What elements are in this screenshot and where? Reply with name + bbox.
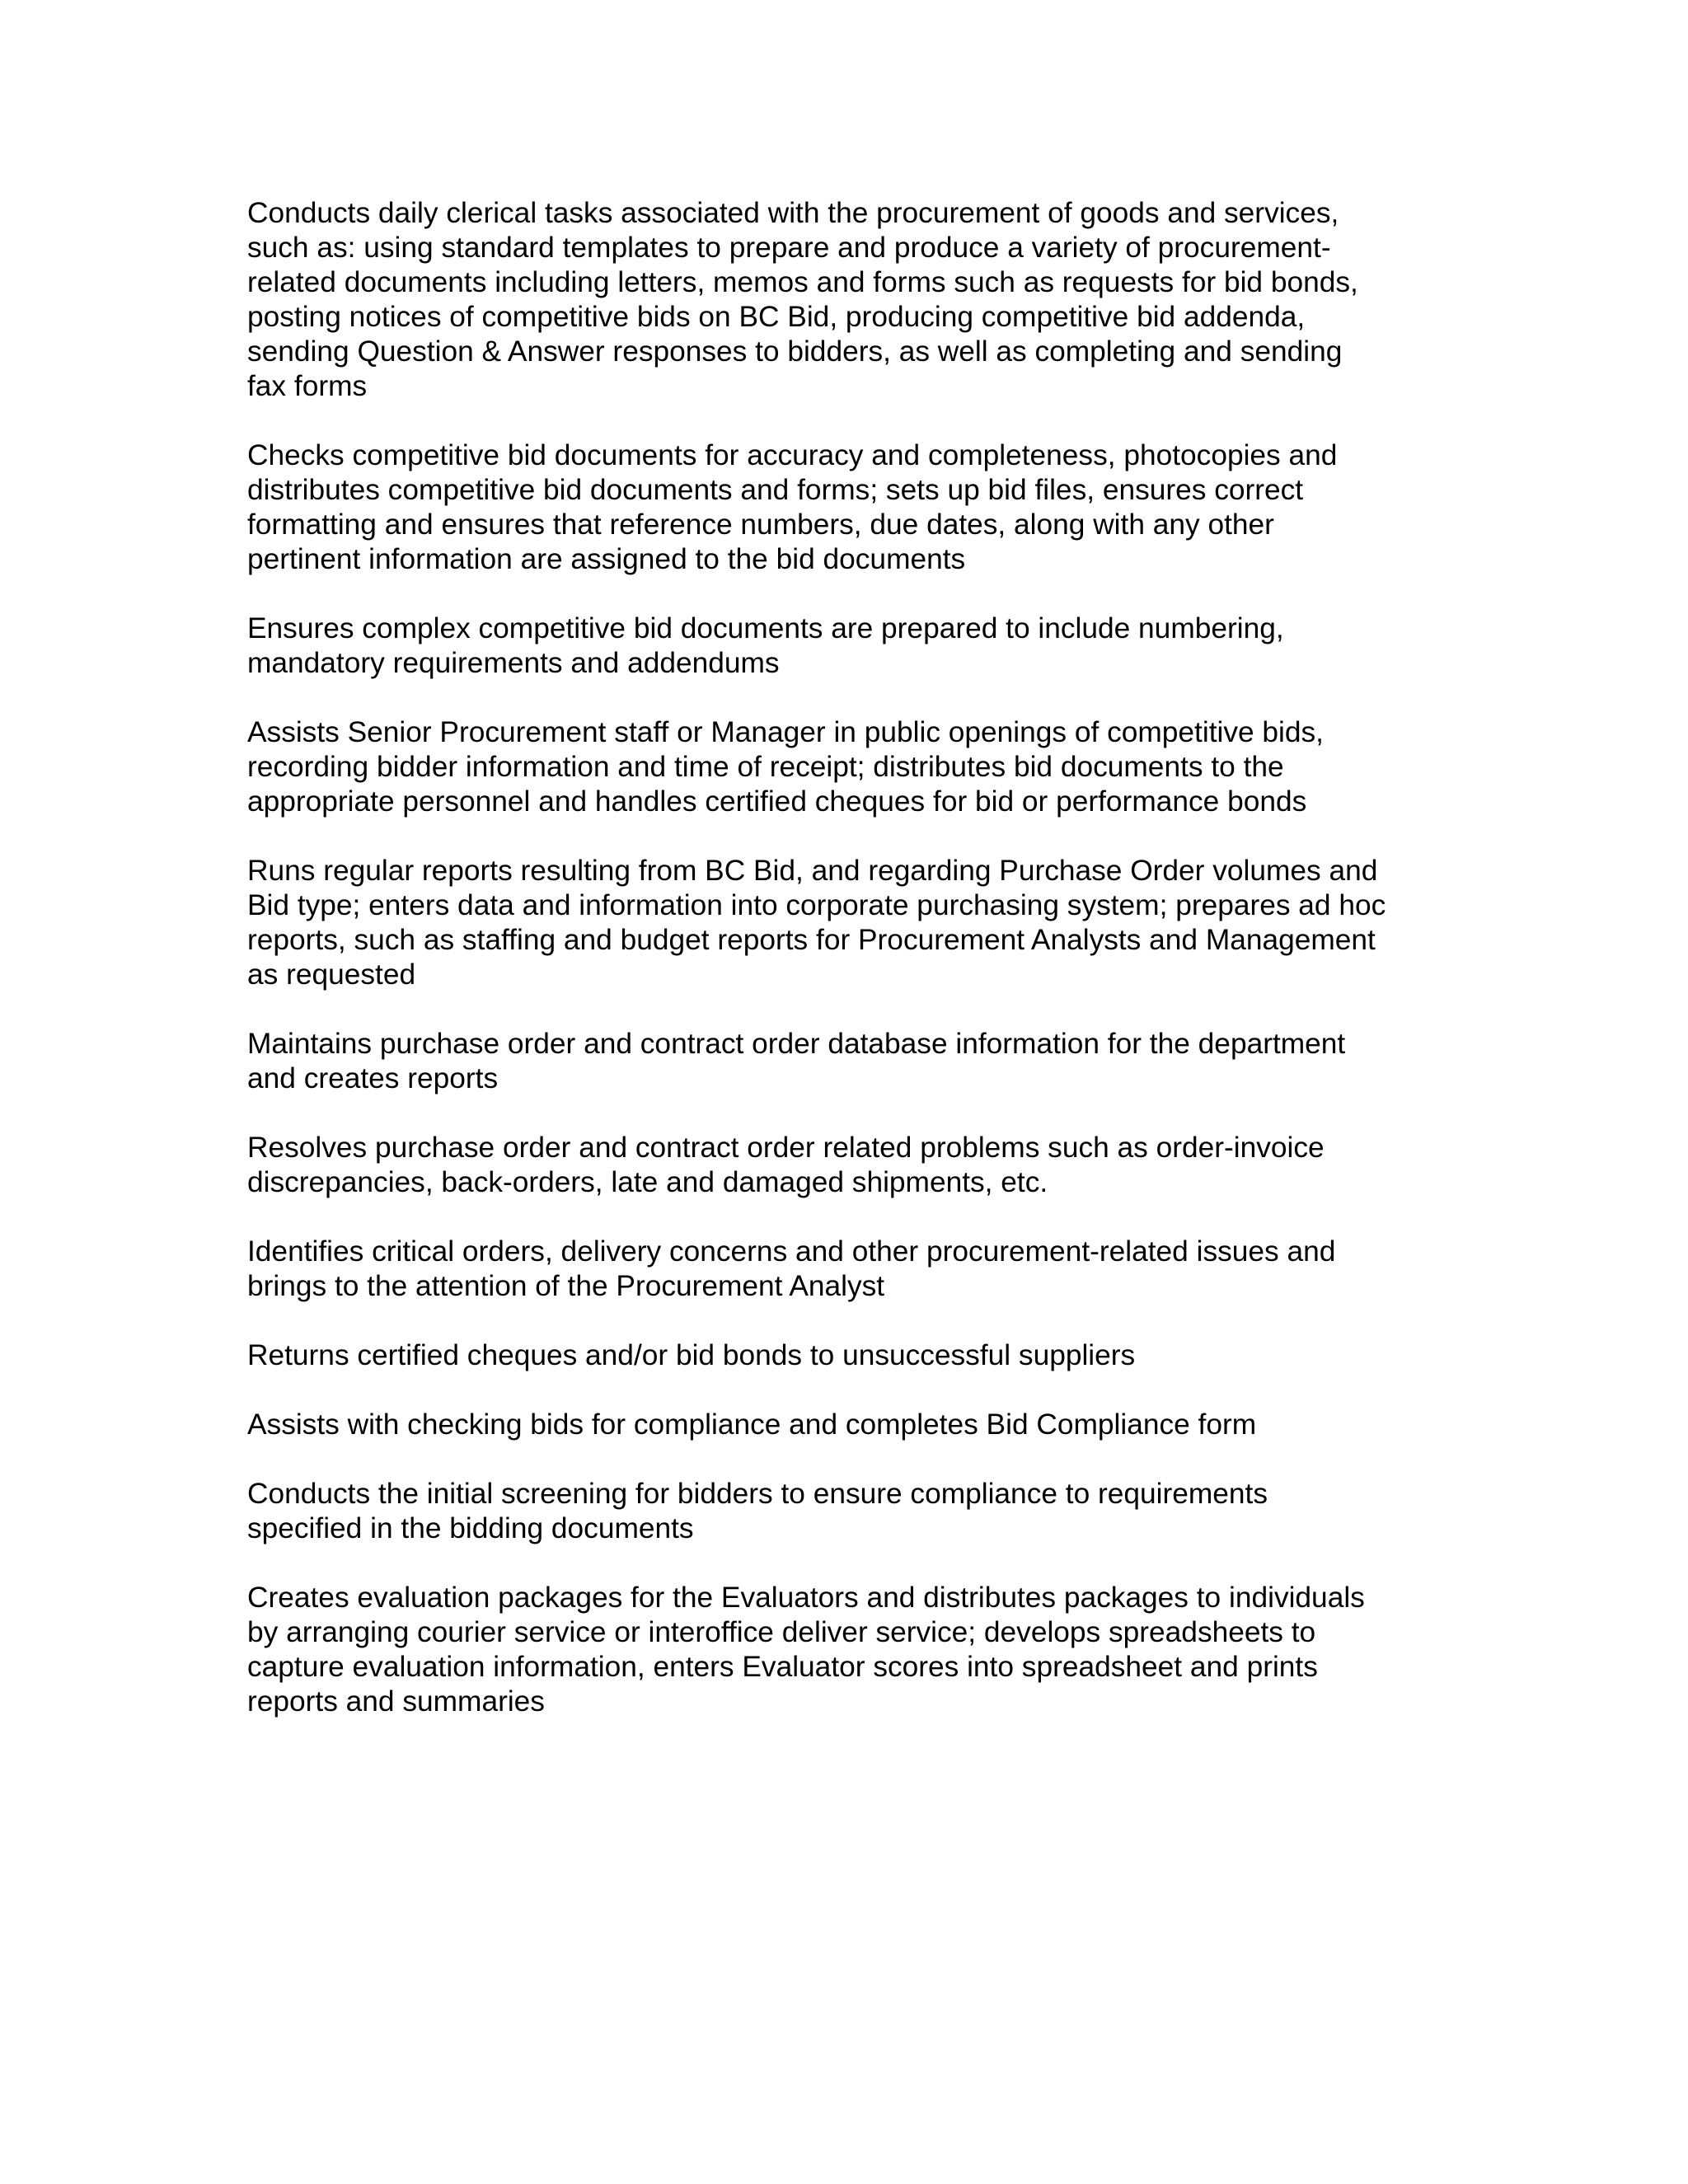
- paragraph: [247, 1338, 1451, 1373]
- text-line: Conducts the initial screening for bidders to ensure compliance to requirements: [247, 1478, 1268, 1510]
- document-body: [247, 196, 1451, 1719]
- text-line: distributes competitive bid documents and forms; sets up bid files, ensures correct: [247, 474, 1304, 506]
- paragraph: [247, 1131, 1451, 1200]
- paragraph: [247, 715, 1451, 819]
- paragraph: [247, 1235, 1451, 1304]
- paragraph: [247, 612, 1451, 681]
- text-line: as requested: [247, 958, 416, 991]
- text-line: brings to the attention of the Procurement Analyst: [247, 1270, 885, 1302]
- text-line: Creates evaluation packages for the Evaluators and distributes packages to individuals: [247, 1582, 1365, 1614]
- text-line: Returns certified cheques and/or bid bonds to unsuccessful suppliers: [247, 1339, 1136, 1371]
- text-line: related documents including letters, memos and forms such as requests for bid bonds,: [247, 266, 1358, 298]
- text-line: capture evaluation information, enters Evaluator scores into spreadsheet and prints: [247, 1651, 1318, 1683]
- text-line: sending Question & Answer responses to bidders, as well as completing and sending: [247, 335, 1343, 368]
- text-line: Bid type; enters data and information into corporate purchasing system; prepares ad hoc: [247, 889, 1386, 921]
- text-line: recording bidder information and time of receipt; distributes bid documents to the: [247, 751, 1284, 783]
- text-line: posting notices of competitive bids on BC Bid, producing competitive bid addenda,: [247, 301, 1306, 333]
- text-line: formatting and ensures that reference numbers, due dates, along with any other: [247, 509, 1274, 541]
- text-line: pertinent information are assigned to the bid documents: [247, 543, 966, 575]
- text-line: Resolves purchase order and contract order related problems such as order-invoice: [247, 1132, 1325, 1164]
- text-line: mandatory requirements and addendums: [247, 647, 780, 679]
- text-line: Assists Senior Procurement staff or Manager in public openings of competitive bids,: [247, 716, 1324, 748]
- text-line: reports, such as staffing and budget reports for Procurement Analysts and Management: [247, 924, 1376, 956]
- text-line: appropriate personnel and handles certified cheques for bid or performance bonds: [247, 785, 1307, 818]
- text-line: by arranging courier service or interoffice deliver service; develops spreadsheets to: [247, 1616, 1316, 1648]
- paragraph: [247, 1027, 1451, 1096]
- paragraph: [247, 854, 1451, 992]
- paragraph: [247, 1477, 1451, 1546]
- text-line: discrepancies, back-orders, late and damaged shipments, etc.: [247, 1166, 1048, 1198]
- text-line: reports and summaries: [247, 1685, 545, 1718]
- paragraph: [247, 438, 1451, 577]
- text-line: specified in the bidding documents: [247, 1512, 694, 1544]
- text-line: fax forms: [247, 370, 368, 402]
- text-line: Checks competitive bid documents for accuracy and completeness, photocopies and: [247, 439, 1338, 471]
- paragraph: [247, 1408, 1451, 1442]
- text-line: such as: using standard templates to prepare and produce a variety of procurement-: [247, 232, 1331, 264]
- text-line: Ensures complex competitive bid documents are prepared to include numbering,: [247, 612, 1284, 644]
- text-line: and creates reports: [247, 1062, 499, 1094]
- paragraph: [247, 196, 1451, 404]
- text-line: Maintains purchase order and contract order database information for the department: [247, 1028, 1346, 1060]
- text-line: Conducts daily clerical tasks associated with the procurement of goods and services,: [247, 197, 1339, 229]
- text-line: Runs regular reports resulting from BC Bid, and regarding Purchase Order volumes and: [247, 855, 1378, 887]
- text-line: Assists with checking bids for compliance and completes Bid Compliance form: [247, 1408, 1257, 1441]
- text-line: Identifies critical orders, delivery concerns and other procurement-related issues and: [247, 1235, 1336, 1268]
- paragraph: [247, 1581, 1451, 1719]
